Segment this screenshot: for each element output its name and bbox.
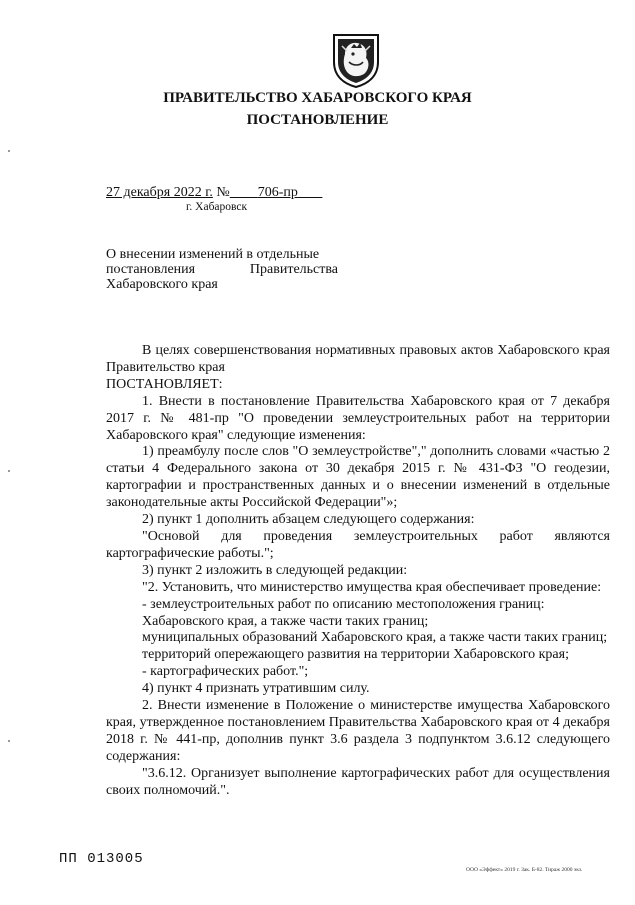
item-2-text: "3.6.12. Организует выполнение картографических работ для осуществления своих полномочий.". <box>106 765 610 798</box>
scan-speck <box>8 150 10 152</box>
item-1-2-text: "Основой для проведения землеустроительных работ являются картографические работы."; <box>106 528 610 561</box>
item-1-3-paragraph: 3) пункт 2 изложить в следующей редакции: <box>142 562 408 578</box>
date-number-line <box>106 185 322 201</box>
number-sign: № <box>216 185 230 200</box>
subject-line-1: О внесении изменений в отдельные <box>106 247 320 262</box>
item-1-2-paragraph: 2) пункт 1 дополнить абзацем следующего содержания: <box>142 512 475 528</box>
scan-speck <box>8 470 10 472</box>
government-title: ПРАВИТЕЛЬСТВО ХАБАРОВСКОГО КРАЯ <box>163 90 472 106</box>
sub-item-2: муниципальных образований Хабаровского края, а также части таких границ; <box>142 630 608 646</box>
document-type-title: ПОСТАНОВЛЕНИЕ <box>246 112 389 128</box>
document-subject <box>106 247 338 292</box>
subject-line-3: Хабаровского края <box>106 277 218 292</box>
resolves-word: ПОСТАНОВЛЯЕТ: <box>106 376 223 392</box>
dash-item-2: - картографических работ."; <box>142 664 309 680</box>
scan-speck <box>8 740 10 742</box>
preamble-paragraph: В целях совершенствования нормативных правовых актов Хабаровского края Правительство края <box>106 343 610 375</box>
print-imprint: ООО «Эффект» 2019 г. Зак. Б-82. Тираж 2000 экз. <box>466 867 583 873</box>
item-1-1-paragraph: 1) преамбулу после слов "О землеустройстве"," дополнить словами «частью 2 статьи 4 Федерального закона от 30 декабря 2015 г. № 431-ФЗ "О геодезии, картографии и пространственных данных и о внесении изменений в отдельные законодательные акты Российской Федерации"»; <box>106 444 610 511</box>
subject-line-2: постановления Правительства <box>106 262 338 277</box>
document-body <box>106 343 610 799</box>
document-date: 27 декабря 2022 г. <box>106 185 213 200</box>
number-blank-left <box>230 185 258 200</box>
sub-item-3: территорий опережающего развития на территории Хабаровского края; <box>142 647 569 663</box>
dash-item-1: - землеустроительных работ по описанию местоположения границ: <box>142 596 545 612</box>
coat-of-arms-emblem <box>331 32 381 88</box>
sub-item-1: Хабаровского края, а также части таких границ; <box>142 613 429 629</box>
item-1-4-paragraph: 4) пункт 4 признать утратившим силу. <box>142 681 370 697</box>
number-blank-right <box>298 185 323 200</box>
document-number: 706-пр <box>257 185 298 200</box>
item-1-paragraph: 1. Внести в постановление Правительства Хабаровского края от 7 декабря 2017 г. № 481-пр "О проведении землеустроительных работ на территории Хабаровского края" следующие изменения: <box>106 393 610 443</box>
city: г. Хабаровск <box>186 201 248 213</box>
item-1-3-text: "2. Установить, что министерство имущества края обеспечивает проведение: <box>142 579 602 595</box>
item-2-paragraph: 2. Внести изменение в Положение о министерстве имущества Хабаровского края, утвержденное постановлением Правительства Хабаровского края от 4 декабря 2018 г. № 441-пр, дополнив пункт 3.6 раздела 3 подпунктом 3.6.12 следующего содержания: <box>106 698 610 764</box>
form-serial-number: ПП 013005 <box>59 851 144 867</box>
